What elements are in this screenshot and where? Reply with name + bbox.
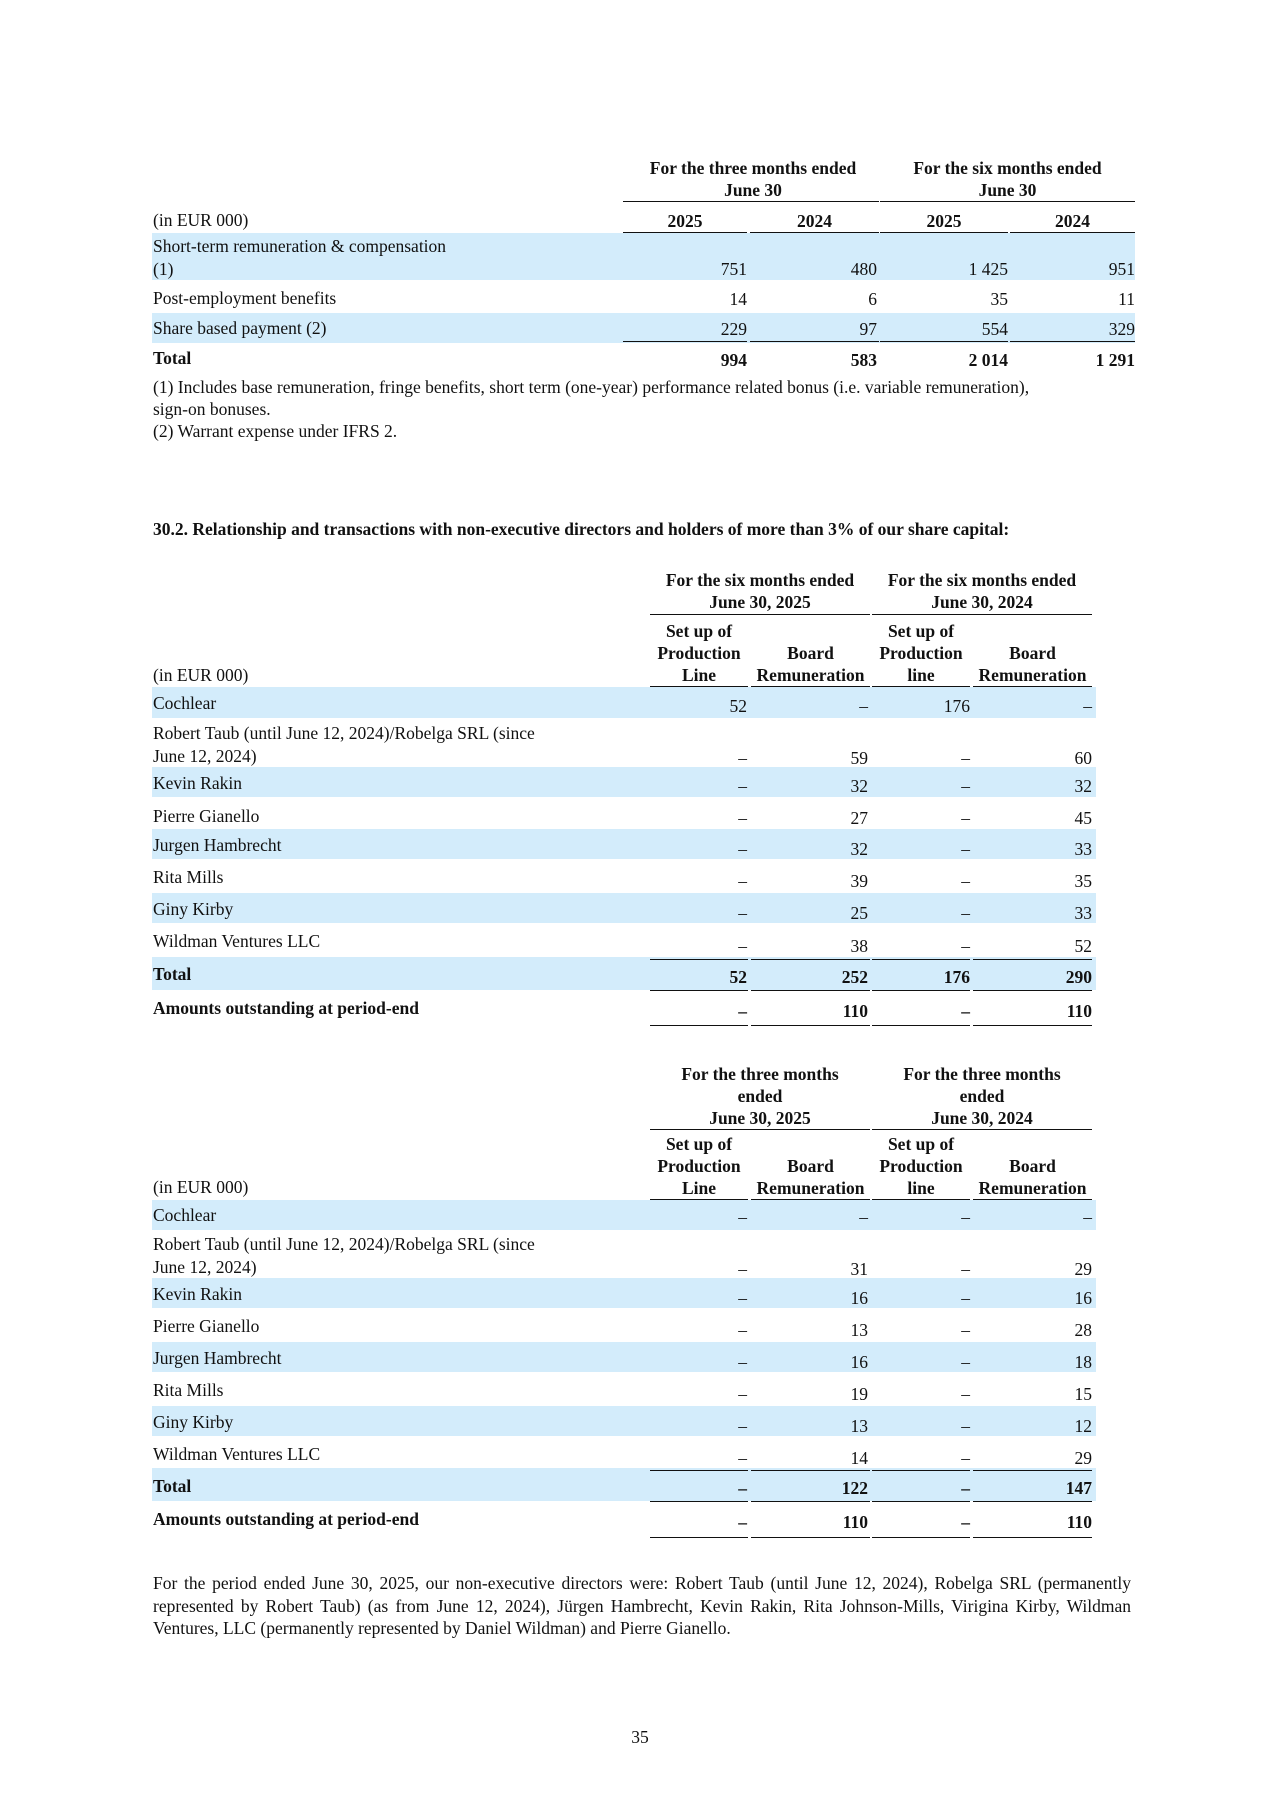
table-row-label: Short-term remuneration & compensation (1) (153, 236, 447, 279)
table-cell: – (961, 1259, 970, 1279)
outstanding-rule (872, 1025, 970, 1026)
outstanding-rule (650, 1537, 748, 1538)
table-row-label: Post-employment benefits (153, 288, 337, 308)
table-cell: 60 (1074, 748, 1092, 768)
row-highlight (152, 1200, 1096, 1230)
subtotal-rule (751, 959, 870, 960)
table-cell: 33 (1074, 839, 1092, 859)
header-rule (650, 614, 870, 615)
table-cell: – (738, 936, 747, 956)
page-number: 35 (631, 1727, 649, 1747)
table2-group2-header: For the six months ended June 30, 2024 (887, 570, 1077, 612)
row-highlight (152, 829, 1096, 859)
table-row-label: Giny Kirby (153, 899, 234, 919)
table-cell: 11 (1118, 289, 1135, 309)
table-cell: 951 (1108, 259, 1135, 279)
table-cell: – (738, 808, 747, 828)
outstanding-cell: 110 (842, 1512, 868, 1532)
table-row-label: Rita Mills (153, 1380, 224, 1400)
table-cell: – (961, 808, 970, 828)
table-cell: – (961, 1320, 970, 1340)
table-cell: 480 (850, 259, 877, 279)
total-rule (751, 990, 870, 991)
outstanding-cell: – (738, 1512, 747, 1532)
subtotal-rule (1010, 341, 1135, 342)
table-row-label: Share based payment (2) (153, 318, 327, 338)
table-cell: 12 (1074, 1416, 1092, 1436)
table-cell: – (738, 776, 747, 796)
table-cell: 45 (1074, 808, 1092, 828)
row-highlight (152, 767, 1096, 797)
outstanding-cell: 110 (1066, 1001, 1092, 1021)
table-cell: – (961, 1416, 970, 1436)
row-highlight (152, 1342, 1096, 1372)
table-cell: – (961, 776, 970, 796)
subheader-production: Set up of Production Line (657, 621, 741, 685)
subtotal-rule (973, 1470, 1092, 1471)
table-cell: 25 (850, 903, 868, 923)
table-cell: – (738, 839, 747, 859)
section-heading: 30.2. Relationship and transactions with non-executive directors and holders of more than 3% of our share capital: (153, 519, 1010, 539)
total-rule (751, 1501, 870, 1502)
table-cell: – (961, 903, 970, 923)
row-highlight (152, 1406, 1096, 1436)
table-cell: 33 (1074, 903, 1092, 923)
total-rule (973, 990, 1092, 991)
table-row-label: Robert Taub (until June 12, 2024)/Robelga SRL (since June 12, 2024) (153, 1234, 535, 1277)
header-rule (880, 201, 1135, 202)
table-cell: 29 (1074, 1448, 1092, 1468)
subheader-production: Set up of Production Line (657, 1134, 741, 1198)
table-cell: 19 (850, 1384, 868, 1404)
total-cell: 2 014 (968, 350, 1008, 370)
table-row-label: Wildman Ventures LLC (153, 931, 321, 951)
table-row-label: Jurgen Hambrecht (153, 835, 282, 855)
table-cell: 13 (850, 1416, 868, 1436)
table-cell: – (738, 1320, 747, 1340)
subtotal-rule (623, 341, 747, 342)
year-header: 2025 (926, 211, 962, 231)
subtotal-rule (872, 959, 970, 960)
table-cell: 38 (850, 936, 868, 956)
total-cell: 52 (729, 967, 747, 987)
table-cell: 59 (850, 748, 868, 768)
total-cell: – (961, 1478, 970, 1498)
table-cell: 52 (729, 696, 747, 716)
subtotal-rule (650, 959, 748, 960)
subheader-board: Board Remuneration (756, 1156, 865, 1198)
table-row-label: Rita Mills (153, 867, 224, 887)
unit-label: (in EUR 000) (153, 210, 249, 230)
table-cell: – (961, 1352, 970, 1372)
total-rule (872, 1501, 970, 1502)
subheader-production: Set up of Production line (879, 621, 963, 685)
total-cell: 583 (850, 350, 877, 370)
total-cell: 147 (1065, 1478, 1092, 1498)
subtotal-rule (872, 1470, 970, 1471)
total-cell: 1 291 (1095, 350, 1135, 370)
total-rule (650, 1501, 748, 1502)
header-rule (872, 614, 1092, 615)
table-row-label: Robert Taub (until June 12, 2024)/Robelga SRL (since June 12, 2024) (153, 723, 535, 766)
table-row-label: Kevin Rakin (153, 773, 242, 793)
table-row-label: Giny Kirby (153, 1412, 234, 1432)
table-cell: 32 (1074, 776, 1092, 796)
year-header: 2024 (797, 211, 832, 231)
table-cell: 28 (1074, 1320, 1092, 1340)
table-cell: 97 (859, 319, 877, 339)
table-row-label: Pierre Gianello (153, 806, 260, 826)
table-cell: 18 (1074, 1352, 1092, 1372)
table-cell: – (1083, 696, 1092, 716)
outstanding-rule (751, 1025, 870, 1026)
row-highlight (152, 1278, 1096, 1308)
total-cell: 122 (841, 1478, 868, 1498)
table-cell: 554 (981, 319, 1008, 339)
total-cell: 290 (1065, 967, 1092, 987)
table-cell: 32 (850, 776, 868, 796)
table-cell: – (738, 748, 747, 768)
table-cell: – (961, 839, 970, 859)
table-cell: 6 (868, 289, 877, 309)
outstanding-rule (650, 1025, 748, 1026)
table-cell: 176 (943, 696, 970, 716)
table-row-label: Jurgen Hambrecht (153, 1348, 282, 1368)
table2-group1-header: For the six months ended June 30, 2025 (665, 570, 855, 612)
table1-group1-header: For the three months ended June 30 (649, 158, 857, 200)
table-cell: – (961, 936, 970, 956)
table-cell: 35 (1074, 871, 1092, 891)
subtotal-rule (973, 959, 1092, 960)
unit-label: (in EUR 000) (153, 665, 249, 685)
outstanding-cell: – (738, 1001, 747, 1021)
table-cell: – (961, 1384, 970, 1404)
table-cell: 52 (1074, 936, 1092, 956)
total-cell: – (738, 1478, 747, 1498)
table1-group2-header: For the six months ended June 30 (913, 158, 1102, 200)
total-rule (650, 990, 748, 991)
row-highlight (152, 1468, 1096, 1501)
outstanding-rule (973, 1537, 1092, 1538)
row-highlight (152, 893, 1096, 923)
table-row-label: Cochlear (153, 1205, 217, 1225)
year-header: 2025 (667, 211, 703, 231)
header-rule (623, 201, 879, 202)
subtotal-rule (650, 1470, 748, 1471)
total-cell: 176 (943, 967, 970, 987)
table-cell: – (738, 1288, 747, 1308)
table-row-label: Cochlear (153, 693, 217, 713)
outstanding-rule (872, 1537, 970, 1538)
table-cell: – (738, 1259, 747, 1279)
header-rule (872, 1129, 1092, 1130)
table-cell: 751 (720, 259, 747, 279)
total-label: Total (153, 348, 192, 368)
table-cell: 15 (1074, 1384, 1092, 1404)
total-rule (872, 990, 970, 991)
table-cell: 29 (1074, 1259, 1092, 1279)
table-cell: – (859, 1207, 868, 1227)
directors-paragraph: For the period ended June 30, 2025, our non-executive directors were: Robert Taub (until June 12, 2024), Robelga SRL (permanently represented by Robert Taub) (as from June 12, 2024), Jürgen Hambrecht, Kevin Rakin, Rita Johnson-Mills, Virigina Kirby, Wildman Ventures, LLC (permanently represented by Daniel Wildman) and Pierre Gianello. (153, 1573, 1131, 1638)
total-label: Total (153, 964, 192, 984)
subtotal-rule (880, 341, 1008, 342)
table-cell: – (738, 1448, 747, 1468)
table-cell: 27 (850, 808, 868, 828)
outstanding-rule (751, 1537, 870, 1538)
subheader-board: Board Remuneration (978, 1156, 1087, 1198)
table-cell: – (738, 871, 747, 891)
table-cell: – (1083, 1207, 1092, 1227)
total-cell: 252 (841, 967, 868, 987)
table3-group2-header: For the three months ended June 30, 2024 (903, 1064, 1061, 1128)
table-cell: – (738, 1207, 747, 1227)
table-cell: 39 (850, 871, 868, 891)
table-row-label: Pierre Gianello (153, 1316, 260, 1336)
table-cell: 329 (1108, 319, 1135, 339)
table-cell: 14 (729, 289, 747, 309)
subheader-board: Board Remuneration (978, 643, 1087, 685)
table-cell: – (738, 1416, 747, 1436)
total-rule (973, 1501, 1092, 1502)
table-cell: 32 (850, 839, 868, 859)
header-rule (650, 1129, 870, 1130)
outstanding-cell: 110 (842, 1001, 868, 1021)
table-cell: – (961, 1288, 970, 1308)
table-cell: – (961, 748, 970, 768)
subheader-production: Set up of Production line (879, 1134, 963, 1198)
year-header: 2024 (1055, 211, 1090, 231)
table-cell: 16 (850, 1352, 868, 1372)
subtotal-rule (751, 1470, 870, 1471)
total-label: Total (153, 1476, 192, 1496)
outstanding-cell: – (961, 1512, 970, 1532)
outstanding-rule (973, 1025, 1092, 1026)
unit-label: (in EUR 000) (153, 1177, 249, 1197)
table-cell: 31 (850, 1259, 868, 1279)
table-cell: 16 (1074, 1288, 1092, 1308)
table-cell: 229 (720, 319, 747, 339)
table-cell: – (859, 696, 868, 716)
subtotal-rule (750, 341, 879, 342)
outstanding-label: Amounts outstanding at period-end (153, 998, 419, 1018)
table-cell: – (961, 871, 970, 891)
table-cell: – (738, 903, 747, 923)
total-cell: 994 (720, 350, 747, 370)
table-row-label: Kevin Rakin (153, 1284, 242, 1304)
table-cell: – (961, 1448, 970, 1468)
table-row-label: Wildman Ventures LLC (153, 1444, 321, 1464)
table-cell: 35 (990, 289, 1008, 309)
table3-group1-header: For the three months ended June 30, 2025 (681, 1064, 839, 1128)
table-cell: 13 (850, 1320, 868, 1340)
table-cell: 1 425 (968, 259, 1008, 279)
table-cell: 14 (850, 1448, 868, 1468)
outstanding-cell: – (961, 1001, 970, 1021)
footnotes: (1) Includes base remuneration, fringe benefits, short term (one-year) performance related bonus (i.e. variable remuneration), sign-on bonuses. (2) Warrant expense under IFRS 2. (153, 377, 1030, 441)
table-cell: – (738, 1384, 747, 1404)
table-cell: – (961, 1207, 970, 1227)
subheader-board: Board Remuneration (756, 643, 865, 685)
outstanding-label: Amounts outstanding at period-end (153, 1509, 419, 1529)
table-cell: – (738, 1352, 747, 1372)
outstanding-cell: 110 (1066, 1512, 1092, 1532)
table-cell: 16 (850, 1288, 868, 1308)
